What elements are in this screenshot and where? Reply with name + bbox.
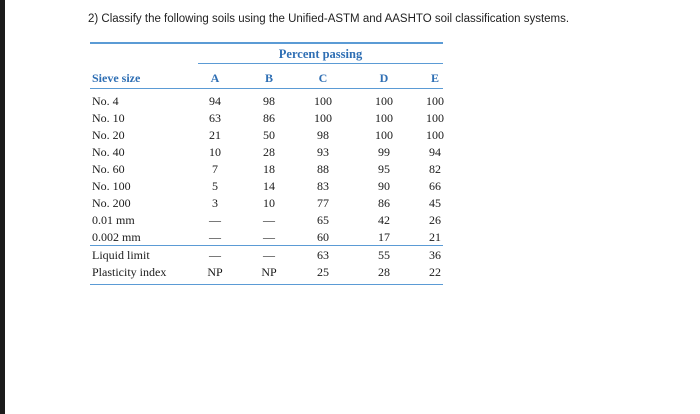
table-cell: 42 bbox=[378, 213, 390, 227]
table-row bbox=[0, 145, 700, 161]
table-cell: 66 bbox=[429, 179, 441, 193]
table-cell: 10 bbox=[209, 145, 221, 159]
table-cell: 36 bbox=[429, 248, 441, 262]
table-row bbox=[0, 196, 700, 212]
table-cell: — bbox=[209, 248, 221, 262]
table-cell: 99 bbox=[378, 145, 390, 159]
column-header-d: D bbox=[379, 71, 389, 85]
table-cell: 17 bbox=[378, 230, 390, 244]
row-label: No. 4 bbox=[92, 94, 119, 108]
row-label: No. 100 bbox=[92, 179, 131, 193]
table-cell: 95 bbox=[378, 162, 390, 176]
table-cell: 94 bbox=[209, 94, 221, 108]
table-cell: 14 bbox=[263, 179, 275, 193]
table-cell: 100 bbox=[426, 111, 444, 125]
table-cell: 3 bbox=[212, 196, 218, 210]
limits-separator-rule bbox=[90, 245, 443, 246]
table-cell: 25 bbox=[317, 265, 329, 279]
header-bottom-rule bbox=[90, 88, 443, 89]
table-cell: 77 bbox=[317, 196, 329, 210]
table-cell: — bbox=[263, 248, 275, 262]
table-row bbox=[0, 265, 700, 281]
table-cell: 100 bbox=[375, 111, 393, 125]
row-label: 0.002 mm bbox=[92, 230, 141, 244]
table-cell: 7 bbox=[212, 162, 218, 176]
table-cell: 83 bbox=[317, 179, 329, 193]
table-cell: 65 bbox=[317, 213, 329, 227]
table-cell: 10 bbox=[263, 196, 275, 210]
table-cell: 86 bbox=[378, 196, 390, 210]
table-cell: 45 bbox=[429, 196, 441, 210]
table-cell: 93 bbox=[317, 145, 329, 159]
sieve-size-header: Sieve size bbox=[92, 71, 141, 85]
table-cell: 90 bbox=[378, 179, 390, 193]
table-cell: 28 bbox=[378, 265, 390, 279]
column-header-b: B bbox=[264, 71, 273, 85]
table-cell: — bbox=[263, 230, 275, 244]
table-cell: 98 bbox=[263, 94, 275, 108]
table-cell: 100 bbox=[426, 128, 444, 142]
table-cell: 86 bbox=[263, 111, 275, 125]
table-cell: 100 bbox=[375, 94, 393, 108]
row-label: No. 60 bbox=[92, 162, 125, 176]
table-cell: 55 bbox=[378, 248, 390, 262]
table-cell: 5 bbox=[212, 179, 218, 193]
table-cell: — bbox=[263, 213, 275, 227]
column-header-a: A bbox=[210, 71, 220, 85]
table-row bbox=[0, 111, 700, 127]
row-label: Liquid limit bbox=[92, 248, 150, 262]
table-cell: 22 bbox=[429, 265, 441, 279]
row-label: 0.01 mm bbox=[92, 213, 135, 227]
table-cell: 21 bbox=[209, 128, 221, 142]
table-cell: 28 bbox=[263, 145, 275, 159]
row-label: No. 200 bbox=[92, 196, 131, 210]
question-text: 2) Classify the following soils using the Unified-ASTM and AASHTO soil classification systems. bbox=[88, 13, 570, 25]
table-top-rule bbox=[90, 42, 443, 44]
percent-passing-header: Percent passing bbox=[278, 47, 363, 61]
table-cell: 26 bbox=[429, 213, 441, 227]
row-label: No. 40 bbox=[92, 145, 125, 159]
table-cell: 100 bbox=[314, 111, 332, 125]
table-cell: 100 bbox=[426, 94, 444, 108]
table-cell: 63 bbox=[209, 111, 221, 125]
table-cell: 98 bbox=[317, 128, 329, 142]
table-cell: 88 bbox=[317, 162, 329, 176]
table-bottom-rule bbox=[90, 284, 443, 285]
column-header-c: C bbox=[318, 71, 328, 85]
table-cell: 94 bbox=[429, 145, 441, 159]
row-label: Plasticity index bbox=[92, 265, 167, 279]
table-row bbox=[0, 128, 700, 144]
table-cell: 82 bbox=[429, 162, 441, 176]
table-cell: 100 bbox=[314, 94, 332, 108]
column-header-e: E bbox=[430, 71, 439, 85]
table-cell: 50 bbox=[263, 128, 275, 142]
table-row bbox=[0, 162, 700, 178]
table-cell: NP bbox=[207, 265, 223, 279]
table-cell: — bbox=[209, 213, 221, 227]
table-cell: NP bbox=[261, 265, 277, 279]
table-cell: — bbox=[209, 230, 221, 244]
row-label: No. 20 bbox=[92, 128, 125, 142]
table-cell: 60 bbox=[317, 230, 329, 244]
table-row bbox=[0, 248, 700, 264]
table-row bbox=[0, 213, 700, 229]
table-cell: 100 bbox=[375, 128, 393, 142]
table-cell: 18 bbox=[263, 162, 275, 176]
table-row bbox=[0, 94, 700, 110]
group-header-rule bbox=[198, 63, 443, 64]
table-row bbox=[0, 230, 700, 246]
row-label: No. 10 bbox=[92, 111, 125, 125]
table-cell: 63 bbox=[317, 248, 329, 262]
table-row bbox=[0, 179, 700, 195]
table-cell: 21 bbox=[429, 230, 441, 244]
